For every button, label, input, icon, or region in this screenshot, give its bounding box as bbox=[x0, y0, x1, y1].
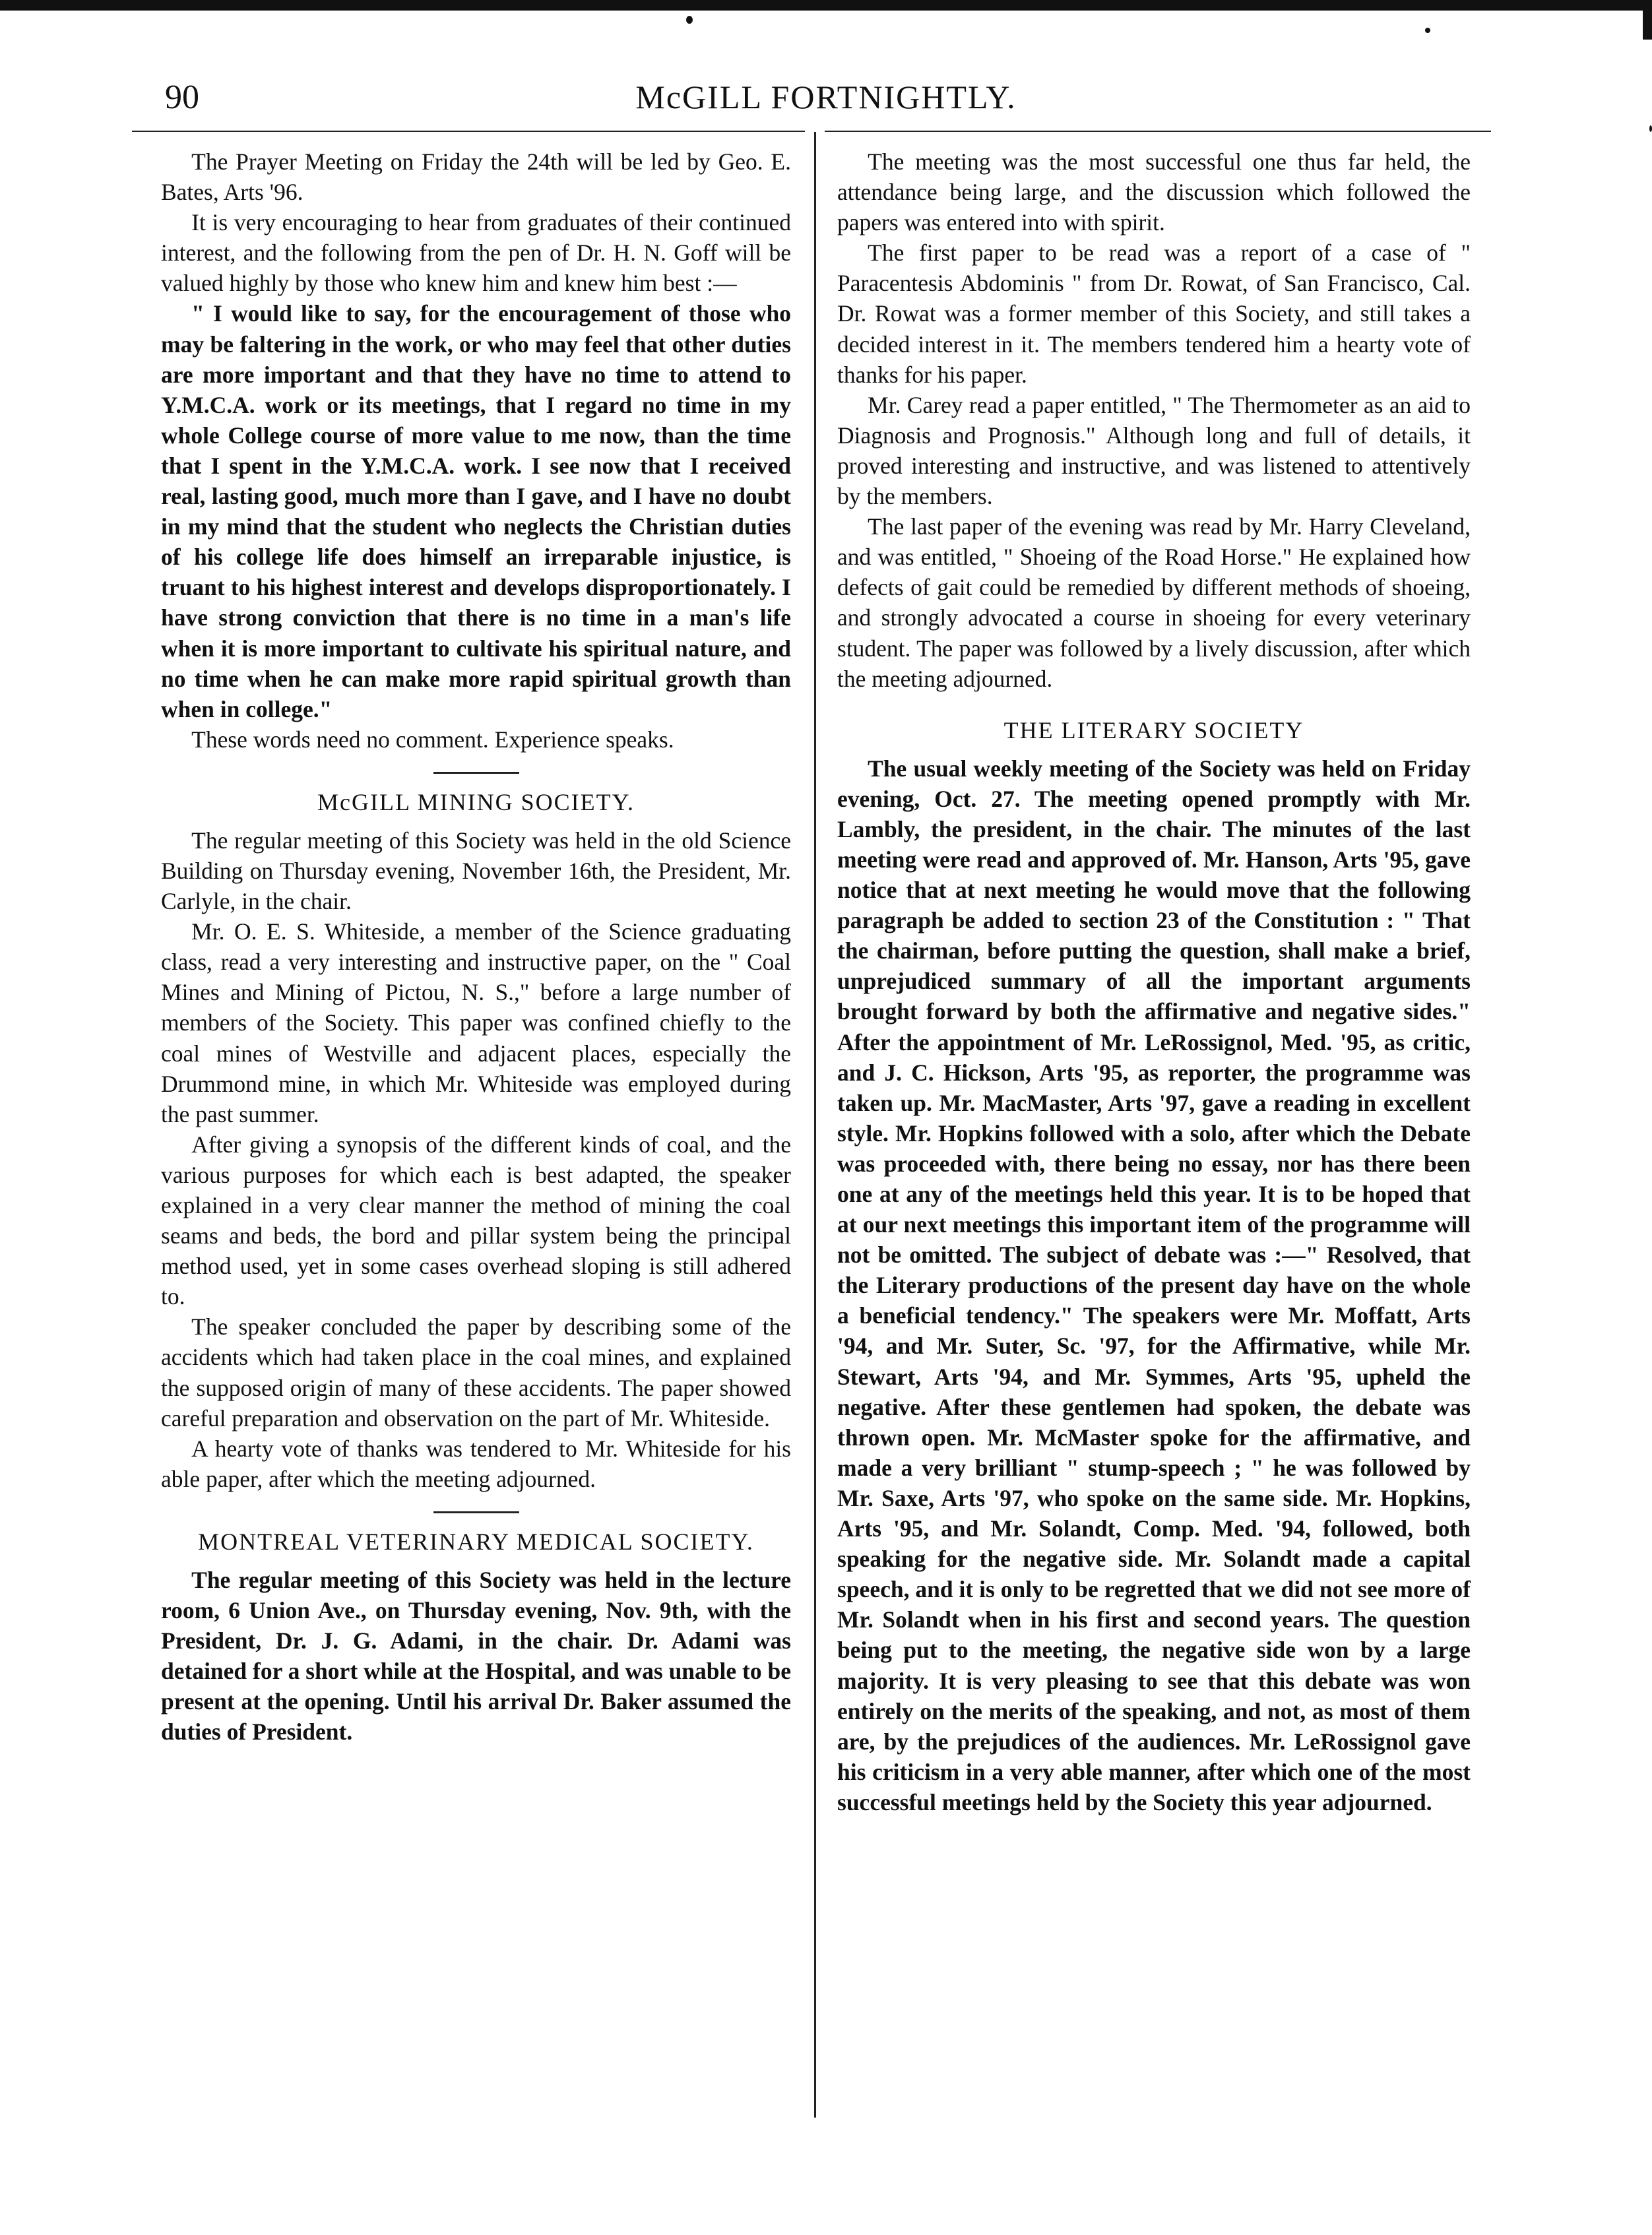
section-heading-literary: THE LITERARY SOCIETY bbox=[1003, 716, 1304, 743]
quoted-letter: " I would like to say, for the encouragement of those who may be faltering in the work, or who may feel that other duties are more important and that they have no time to attend to Y.M.C.A. work or its meetings, that I regard no time in my whole College course of more value to me now, than the time that I spent in the Y.M.C.A. work. I see now that I received real, lasting good, much more than I gave, and I have no doubt in my mind that the student who neglects the Christian duties of his college life does himself an irreparable injustice, is truant to his highest interest and develops disproportionately. I have strong conviction that there is no time in a man's life when it is more important to cultivate his spiritual nature, and no time when he can make more rapid spiritual growth than when in college." bbox=[161, 300, 791, 722]
paragraph: The regular meeting of this Society was held in the old Science Building on Thursday evening, November 16th, the President, Mr. Carlyle, in the chair. bbox=[161, 827, 791, 915]
section-separator bbox=[433, 1511, 519, 1513]
paragraph: The Prayer Meeting on Friday the 24th will be led by Geo. E. Bates, Arts '96. bbox=[161, 148, 791, 206]
header-rule-left bbox=[132, 131, 805, 132]
print-speck bbox=[1425, 28, 1430, 33]
column-divider bbox=[814, 132, 816, 2118]
paragraph: The meeting was the most successful one thus far held, the attendance being large, and the discussion which followed the papers was entered into with spirit. bbox=[837, 148, 1471, 236]
paragraph: It is very encouraging to hear from graduates of their continued interest, and the following from the pen of Dr. H. N. Goff will be valued highly by those who knew him and knew him best :— bbox=[161, 209, 791, 297]
paragraph: The speaker concluded the paper by describing some of the accidents which had taken place in the coal mines, and explained the supposed origin of many of these accidents. The paper showed careful preparation and observation on the part of Mr. Whiteside. bbox=[161, 1313, 791, 1432]
paragraph: After giving a synopsis of the different kinds of coal, and the various purposes for which each is best adapted, the speaker explained in a very clear manner the method of mining the coal seams and beds, the bord and pillar system being the principal method used, yet in some cases overhead sloping is still adhered to. bbox=[161, 1131, 791, 1310]
right-edge-mark bbox=[1643, 0, 1652, 40]
paragraph: Mr. Carey read a paper entitled, " The Thermometer as an aid to Diagnosis and Prognosis." Although long and full of details, it proved interesting and instructive, and was listened to attentively by the members. bbox=[837, 391, 1471, 510]
print-speck bbox=[686, 16, 693, 24]
paragraph: These words need no comment. Experience speaks. bbox=[191, 726, 674, 753]
section-separator bbox=[433, 772, 519, 774]
right-column bbox=[837, 146, 1471, 1817]
paragraph: Mr. O. E. S. Whiteside, a member of the Science graduating class, read a very interesting and instructive paper, on the " Coal Mines and Mining of Pictou, N. S.," before a large number of members of the Society. This paper was confined chiefly to the coal mines of Westville and adjacent places, especially the Drummond mine, in which Mr. Whiteside was employed during the past summer. bbox=[161, 918, 791, 1127]
paragraph: The regular meeting of this Society was held in the lecture room, 6 Union Ave., on Thursday evening, Nov. 9th, with the President, Dr. J. G. Adami, in the chair. Dr. Adami was detained for a short while at the Hospital, and was unable to be present at the opening. Until his arrival Dr. Baker assumed the duties of President. bbox=[161, 1566, 791, 1746]
section-heading-mining: McGILL MINING SOCIETY. bbox=[317, 788, 635, 815]
left-column bbox=[161, 146, 791, 1747]
section-heading-veterinary: MONTREAL VETERINARY MEDICAL SOCIETY. bbox=[198, 1528, 754, 1555]
paragraph: A hearty vote of thanks was tendered to Mr. Whiteside for his able paper, after which the meeting adjourned. bbox=[161, 1435, 791, 1492]
paragraph: The usual weekly meeting of the Society was held on Friday evening, Oct. 27. The meeting opened promptly with Mr. Lambly, the president, in the chair. The minutes of the last meeting were read and approved of. Mr. Hanson, Arts '95, gave notice that at next meeting he would move that the following paragraph be added to section 23 of the Constitution : " That the chairman, before putting the question, shall make a brief, unprejudiced summary of all the important arguments brought forward by both the affirmative and negative sides." After the appointment of Mr. LeRossignol, Med. '95, as critic, and J. C. Hickson, Arts '95, as reporter, the programme was taken up. Mr. MacMaster, Arts '97, gave a reading in excellent style. Mr. Hopkins followed with a solo, after which the Debate was proceeded with, there being no essay, nor has there been one at any of the meetings held this year. It is to be hoped that at our next meetings this important item of the programme will not be omitted. The subject of debate was :—" Resolved, that the Literary productions of the present day have on the whole a beneficial tendency." The speakers were Mr. Moffatt, Arts '94, and Mr. Suter, Sc. '97, for the Affirmative, while Mr. Stewart, Arts '94, and Mr. Symmes, Arts '95, upheld the negative. After these gentlemen had spoken, the debate was thrown open. Mr. McMaster spoke for the affirmative, and made a very brilliant " stump-speech ; " he was followed by Mr. Saxe, Arts '97, who spoke on the same side. Mr. Hopkins, Arts '95, and Mr. Solandt, Comp. Med. '94, followed, both speaking for the negative side. Mr. Solandt made a capital speech, and it is only to be regretted that we did not see more of Mr. Solandt when in his first and second years. The question being put to the meeting, the negative side won by a large majority. It is very pleasing to see that this debate was won entirely on the merits of the speaking, and not, as most of them are, by the prejudices of the audiences. Mr. LeRossignol gave his criticism in a very able manner, after which one of the most successful meetings held by the Society this year adjourned. bbox=[837, 755, 1471, 1815]
header-rule-right bbox=[825, 131, 1491, 132]
print-speck bbox=[1649, 125, 1652, 132]
paragraph: The first paper to be read was a report of a case of " Paracentesis Abdominis " from Dr. Rowat, of San Francisco, Cal. Dr. Rowat was a former member of this Society, and still takes a decided interest in it. The members tendered him a hearty vote of thanks for his paper. bbox=[837, 239, 1471, 388]
top-border-rule bbox=[0, 0, 1652, 11]
page-number: 90 bbox=[165, 79, 199, 116]
running-title: McGILL FORTNIGHTLY. bbox=[635, 79, 1017, 115]
paragraph: The last paper of the evening was read by Mr. Harry Cleveland, and was entitled, " Shoeing of the Road Horse." He explained how defects of gait could be remedied by different methods of shoeing, and strongly advocated a course in shoeing for every veterinary student. The paper was followed by a lively discussion, after which the meeting adjourned. bbox=[837, 513, 1471, 692]
